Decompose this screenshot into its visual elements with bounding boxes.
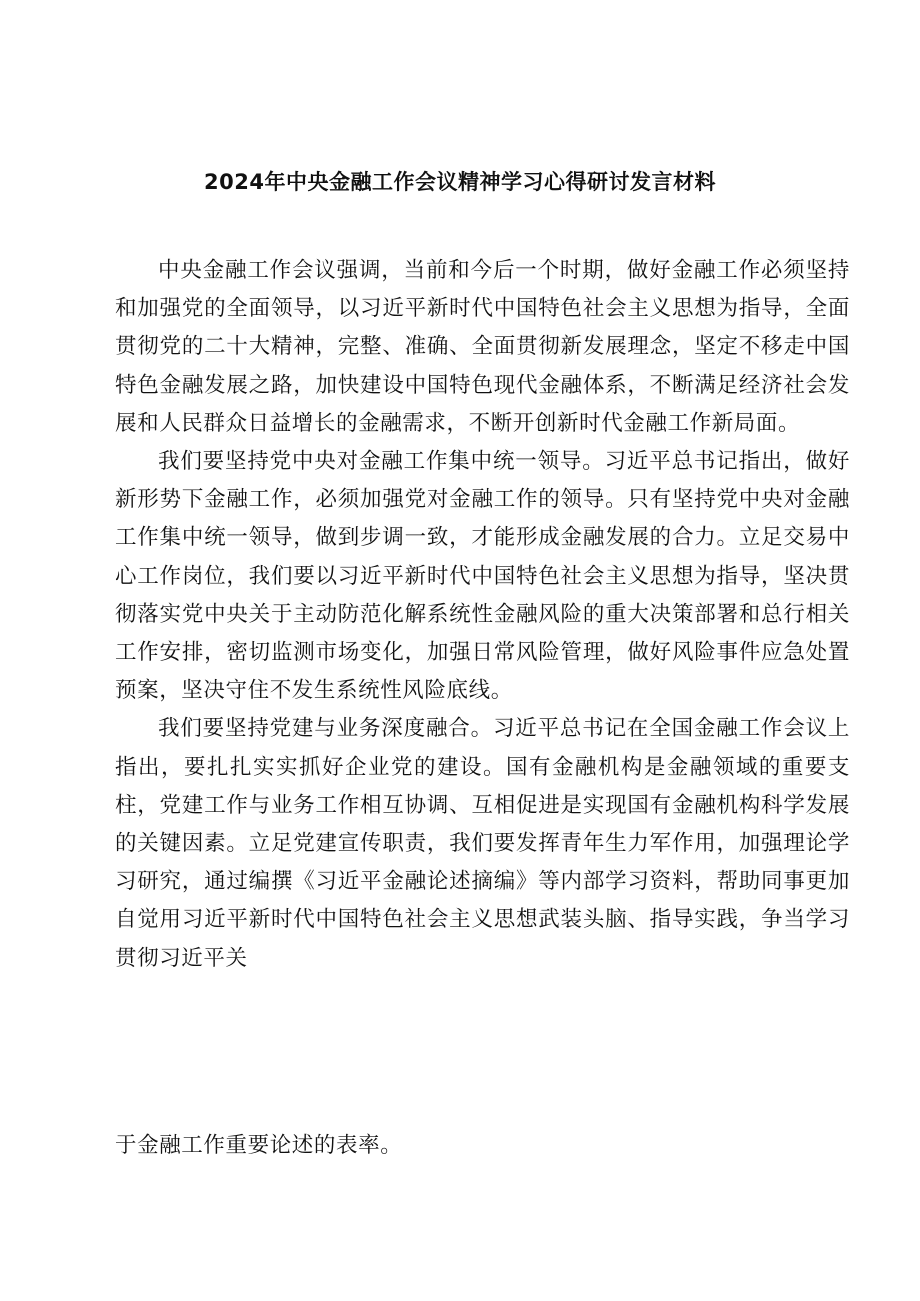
paragraph-2: 我们要坚持党中央对金融工作集中统一领导。习近平总书记指出，做好新形势下金融工作，必须加强党对金融工作的领导。只有坚持党中央对金融工作集中统一领导，做到步调一致，才能形成金融发展的合力。立足交易中心工作岗位，我们要以习近平新时代中国特色社会主义思想为指导，坚决贯彻落实党中央关于主动防范化解系统性金融风险的重大决策部署和总行相关工作安排，密切监测市场变化，加强日常风险管理，做好风险事件应急处置预案，坚决守住不发生系统性风险底线。 — [115, 449, 850, 704]
document-title: 2024年中央金融工作会议精神学习心得研讨发言材料 — [204, 170, 716, 194]
paragraph-tail: 于金融工作重要论述的表率。 — [115, 1133, 403, 1158]
paragraph-3: 我们要坚持党建与业务深度融合。习近平总书记在全国金融工作会议上指出，要扎扎实实抓好企业党的建设。国有金融机构是金融领域的重要支柱，党建工作与业务工作相互协调、互相促进是实现国有金融机构科学发展的关键因素。立足党建宣传职责，我们要发挥青年生力军作用，加强理论学习研究，通过编撰《习近平金融论述摘编》等内部学习资料，帮助同事更加自觉用习近平新时代中国特色社会主义思想武装头脑、指导实践，争当学习贯彻习近平关 — [115, 716, 850, 971]
document-body — [115, 252, 850, 978]
paragraph-1: 中央金融工作会议强调，当前和今后一个时期，做好金融工作必须坚持和加强党的全面领导，以习近平新时代中国特色社会主义思想为指导，全面贯彻党的二十大精神，完整、准确、全面贯彻新发展理念，坚定不移走中国特色金融发展之路，加快建设中国特色现代金融体系，不断满足经济社会发展和人民群众日益增长的金融需求，不断开创新时代金融工作新局面。 — [115, 258, 850, 436]
